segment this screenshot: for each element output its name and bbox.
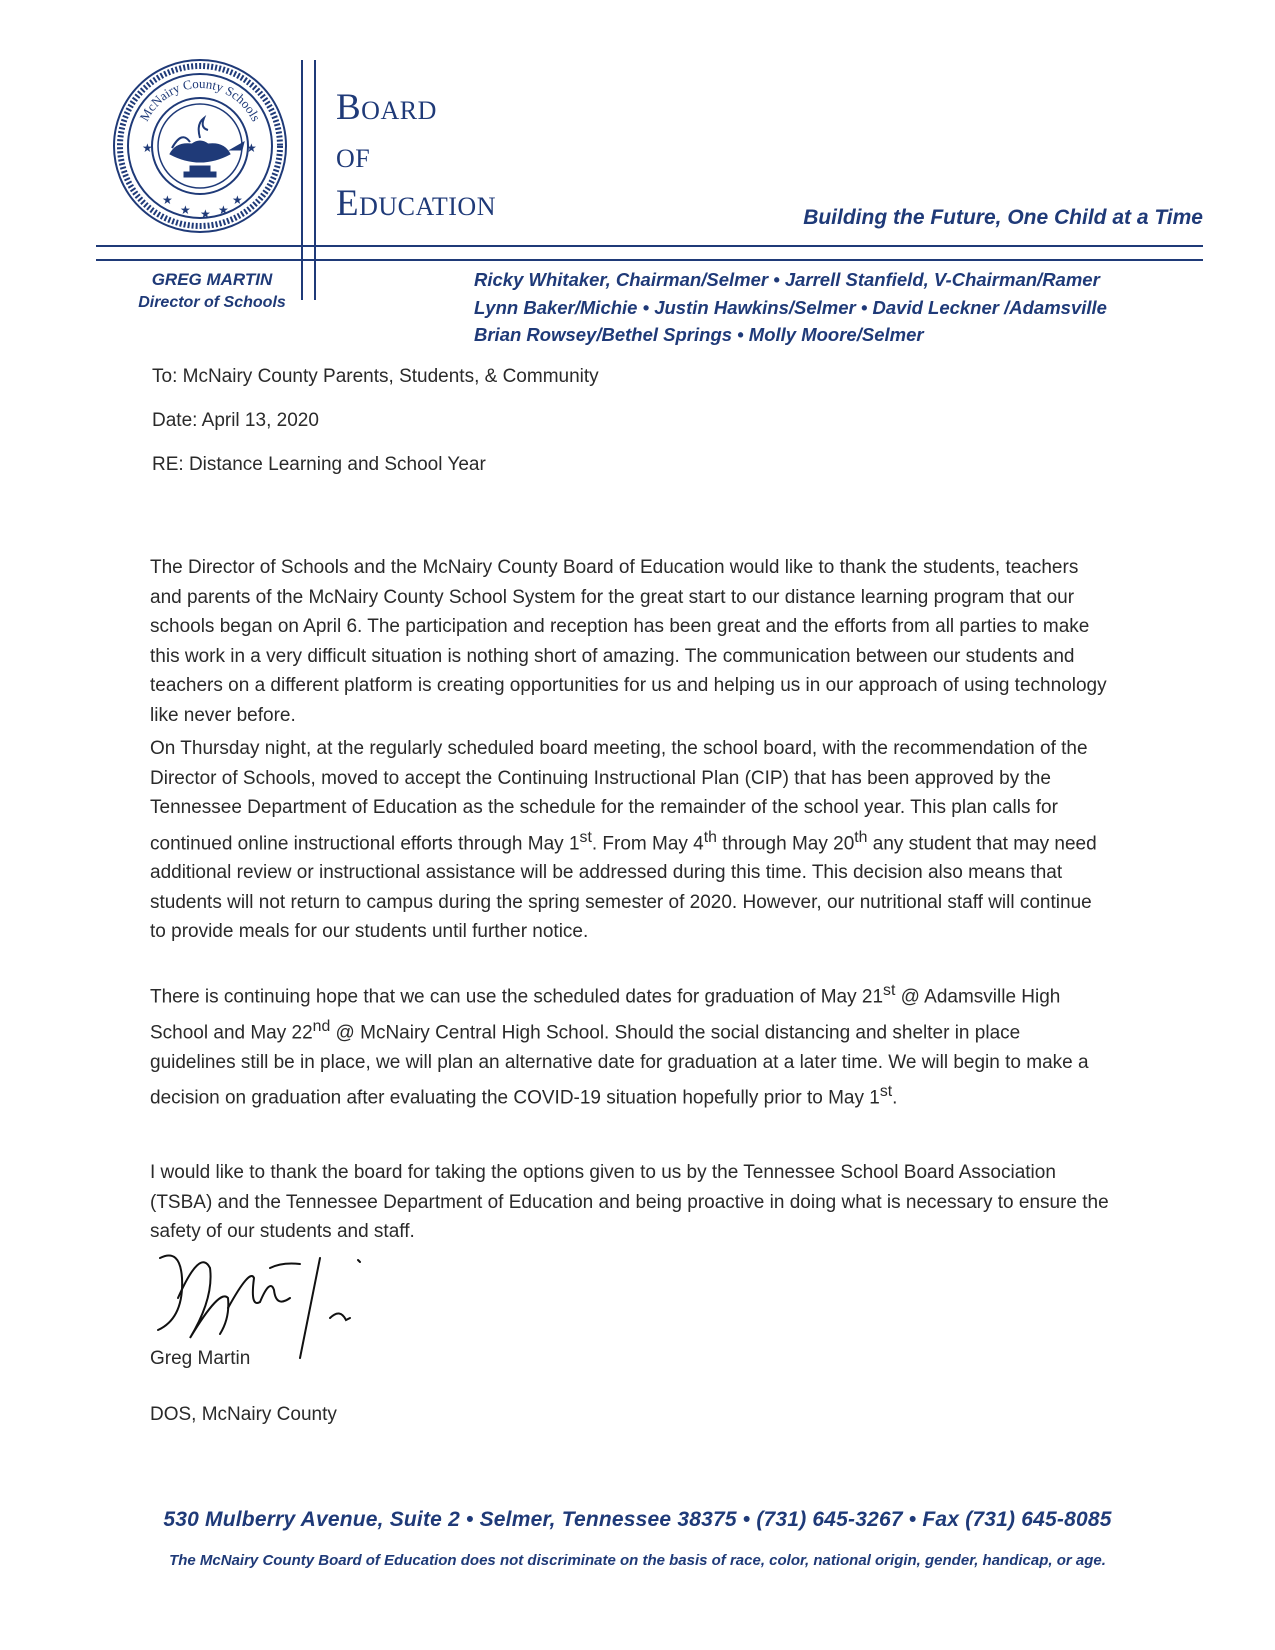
memo-date: Date: April 13, 2020 <box>152 410 319 431</box>
tagline: Building the Future, One Child at a Time <box>803 206 1203 229</box>
seal-text: McNairy County Schools <box>136 75 264 124</box>
letterhead-divider <box>314 60 316 300</box>
ordinal-suffix: th <box>703 828 717 846</box>
paragraph-text: @ Adamsville High School and May 22 <box>150 986 1061 1044</box>
ordinal-suffix: nd <box>312 1017 331 1035</box>
board-members <box>474 266 1234 349</box>
district-seal-logo <box>112 58 288 234</box>
svg-text:★: ★ <box>246 141 257 155</box>
body-paragraph <box>150 976 1110 1113</box>
body-paragraph: The Director of Schools and the McNairy County Board of Education would like to thank the students, teachers and parents of the McNairy County School System for the great start to our distance learning program that our schools began on April 6. The participation and reception has been great and the efforts from all parties to make this work in a very difficult situation is nothing short of amazing. The communication between our students and teachers on a different platform is creating opportunities for us and helping us in our approach of using technology like never before. <box>150 557 1107 726</box>
body-paragraph: I would like to thank the board for taking the options given to us by the Tennessee School Board Association (TSBA) and the Tennessee Department of Education and being proactive in doing what is necessary to ensure the safety of our students and staff. <box>150 1162 1109 1242</box>
svg-text:★: ★ <box>180 203 191 217</box>
body-paragraph <box>150 734 1110 947</box>
paragraph-text: @ McNairy Central High School. Should the social distancing and shelter in place guidelines still be in place, we will plan an alternative date for graduation at a later time. We will begin to make a decision on graduation after evaluating the COVID-19 situation hopefully prior to May 1 <box>150 1022 1089 1109</box>
board-title-line: Board <box>336 87 437 128</box>
svg-text:★: ★ <box>232 193 243 207</box>
paragraph-text: . <box>892 1087 898 1109</box>
header-rule <box>96 259 1203 261</box>
board-members-line: Ricky Whitaker, Chairman/Selmer • Jarrell Stanfield, V-Chairman/Ramer <box>474 269 1100 290</box>
director-name: GREG MARTIN <box>151 270 273 289</box>
board-members-line: Brian Rowsey/Bethel Springs • Molly Moore/Selmer <box>474 324 924 345</box>
svg-text:★: ★ <box>218 203 229 217</box>
ordinal-suffix: th <box>854 828 868 846</box>
paragraph-text: On Thursday night, at the regularly scheduled board meeting, the school board, with the recommendation of the Director of Schools, moved to accept the Continuing Instructional Plan (CIP) that has been approved by the Tennessee Department of Education as the schedule for the remainder of the school year. This plan calls for continued online instructional efforts through May 1 <box>150 738 1088 854</box>
ordinal-suffix: st <box>879 1083 893 1101</box>
ordinal-suffix: st <box>883 982 896 999</box>
signer-title: DOS, McNairy County <box>150 1404 337 1425</box>
director-block <box>118 268 306 314</box>
memo-subject: RE: Distance Learning and School Year <box>152 454 486 475</box>
header-rule <box>96 245 1203 247</box>
director-title: Director of Schools <box>138 294 286 311</box>
paragraph-text: . From May 4 <box>591 832 704 854</box>
nondiscrimination-notice: The McNairy County Board of Education does not discriminate on the basis of race, color, national origin, gender, handicap, or age. <box>169 1552 1106 1569</box>
paragraph-text: through May 20 <box>716 832 855 854</box>
letterhead-divider <box>301 60 303 300</box>
svg-text:★: ★ <box>142 141 153 155</box>
signer-name: Greg Martin <box>150 1348 251 1369</box>
paragraph-text: There is continuing hope that we can use the scheduled dates for graduation of May 21 <box>150 986 884 1008</box>
paragraph-text: any student that may need additional review or instructional assistance will be addressed during this time. This decision also means that students will not return to campus during the spring semester of 2020. However, our nutritional staff will continue to provide meals for our students until further notice. <box>150 832 1097 943</box>
ordinal-suffix: st <box>579 828 592 846</box>
memo-to: To: McNairy County Parents, Students, & Community <box>152 366 599 387</box>
svg-text:★: ★ <box>162 193 173 207</box>
svg-text:★: ★ <box>200 207 211 221</box>
board-members-line: Lynn Baker/Michie • Justin Hawkins/Selmer • David Leckner /Adamsville <box>474 296 1107 318</box>
board-of-education-title <box>336 84 496 228</box>
footer-address: 530 Mulberry Avenue, Suite 2 • Selmer, Tennessee 38375 • (731) 645-3267 • Fax (731) 645-8085 <box>163 1508 1112 1531</box>
board-title-line: Education <box>336 183 496 224</box>
board-title-line: of <box>336 135 371 176</box>
